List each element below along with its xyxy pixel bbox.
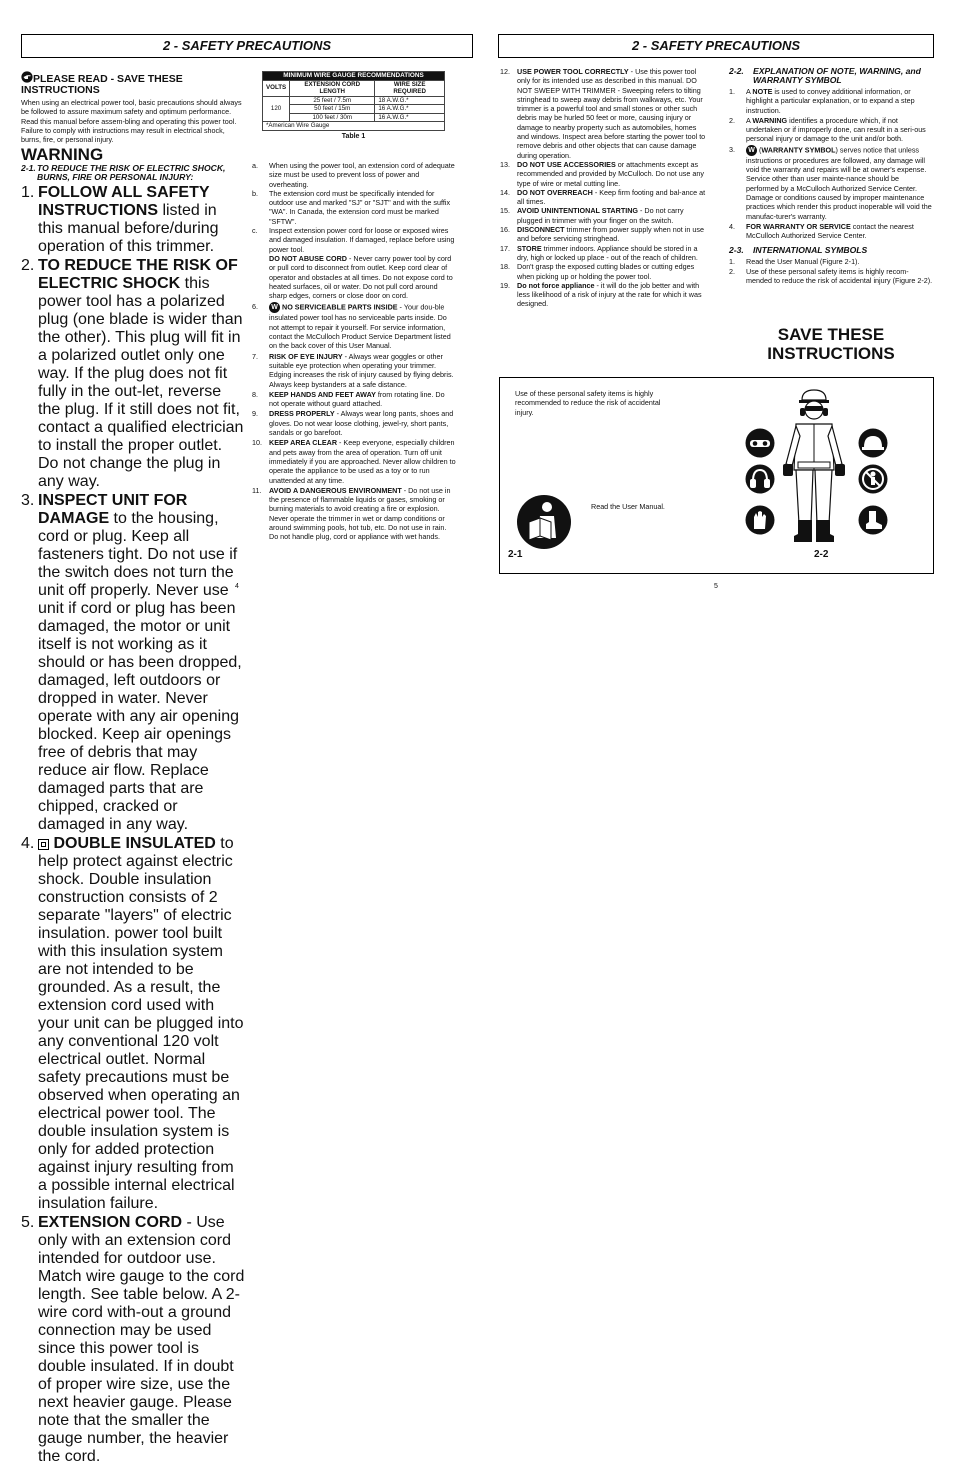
right-left-column xyxy=(500,67,706,309)
list-item: 15. AVOID UNINTENTIONAL STARTING - Do not carry plugged in trimmer with your finger on the switch. xyxy=(500,206,684,225)
section-2-1-title: 2-1. TO REDUCE THE RISK OF ELECTRIC SHOCK, BURNS, FIRE OR PERSONAL INJURY: xyxy=(21,163,226,183)
gloves-icon xyxy=(745,505,775,535)
hard-hat-icon xyxy=(858,428,888,458)
list-item: 18. Don't grasp the exposed cutting blades or cutting edges when picking up or holding the power tool. xyxy=(500,262,695,281)
list-item: 4. FOR WARRANTY OR SERVICE contact the nearest McCulloch Authorized Service Center. xyxy=(729,221,914,241)
list-item: 12. USE POWER TOOL CORRECTLY - Use this power tool only for its intended use as described in this manual. DO NOT SWEEP WITH TRIMMER - Sweeping refers to tilting stringhead to sweep away debris from walkways, etc. Your trimmer is a powerful tool and small stones or other such debris may be hurled 50 feet or more, causing injury or damage to nearby property such as automobiles, homes and windows. Inspect area before starting the power tool to remove debris and other objects that can cause damage during operation. xyxy=(500,67,706,160)
list-item: 3. INSPECT UNIT FOR DAMAGE to the housing, cord or plug. Keep all fasteners tight. Do not use if the switch does not turn the unit off properly. Never use unit if cord or plug has been damaged, the motor or unit itself is not working as it should or has been dropped, damaged, left outdoors or dropped in water. Never operate with any air opening blocked. Keep air openings free of debris that may reduce air flow. Replace damaged parts that are chipped, cracked or damaged in any way. xyxy=(21,492,242,834)
list-item: 14. DO NOT OVERREACH - Keep firm footing and bal-ance at all times. xyxy=(500,187,706,207)
table-footnote: *American Wire Gauge xyxy=(263,122,445,131)
table-caption: Table 1 xyxy=(341,132,366,140)
goggles-icon xyxy=(745,428,775,458)
col-length: EXTENSION CORD LENGTH xyxy=(290,80,375,96)
list-item: 19. Do not force appliance - it will do the job better and with less likelihood of a risk of injury at the rate for which it was designed. xyxy=(500,280,702,309)
table-title: MINIMUM WIRE GAUGE RECOMMENDATIONS xyxy=(263,72,445,81)
please-read-heading: PLEASE READ - SAVE THESE INSTRUCTIONS xyxy=(21,73,183,96)
figure-2-1-label: 2-1 xyxy=(508,549,523,560)
volts-cell: 120 xyxy=(263,96,290,122)
list-item: c. Inspect extension power cord for loose or exposed wires and damaged insulation. If damaged, replace before using power tool. xyxy=(252,226,455,254)
figure-2-2-label: 2-2 xyxy=(814,549,829,560)
col-wire: WIRE SIZE REQUIRED xyxy=(375,80,445,96)
section-2-2-list xyxy=(729,87,933,240)
wire-gauge-table xyxy=(262,71,445,131)
list-item: 2. A WARNING identifies a procedure which, if not undertaken or if improperly done, can result in a seri-ous personal injury or damage to the unit and/or both. xyxy=(729,115,926,144)
figure-ppe-text: Use of these personal safety items is highly recommended to reduce the risk of accidental injury. xyxy=(515,389,661,417)
abuse-cord-paragraph: DO NOT ABUSE CORD - Never carry power tool by cord or pull cord to disconnect from outlet. Keep cord clear of operator and obstacles at all times. Do not expose cord to heated surfaces, oil or water. Do not pull cord around sharp edges, corners or close door on cord. xyxy=(269,253,453,301)
list-item: 2. Use of these personal safety items is highly recom-mended to reduce the risk of accidental injury (Figure 2-2). xyxy=(729,266,933,286)
warranty-w-icon: W xyxy=(269,302,280,313)
save-instructions-banner: SAVE THESE INSTRUCTIONS xyxy=(767,325,895,363)
list-item: 5. EXTENSION CORD - Use only with an extension cord intended for outdoor use. Match wire gauge to the cord length. See table below. A 2-wire cord with-out a ground connection may be used since this power tool is double insulated. If in doubt of proper wire size, use the next heavier gauge. Please note that the smaller the gauge number, the heavier the cord. xyxy=(21,1214,245,1466)
no-children-icon xyxy=(858,464,888,494)
list-item: 10. KEEP AREA CLEAR - Keep everyone, especially children and pets away from the area of operation. Turn off unit immediately if you are approached. Never allow children to operate the appliance to be used as a toy or to run unattended at any time. xyxy=(252,438,456,485)
list-item: 13. DO NOT USE ACCESSORIES or attachments except as recommended and provided by McCulloch. Do not use any type of wire or metal cutting line. xyxy=(500,159,704,188)
table-cell: 25 feet / 7.5m xyxy=(290,96,375,105)
col-volts: VOLTS xyxy=(263,80,290,96)
list-item: b. The extension cord must be specifically intended for outdoor use and marked "SJ" or "SJT" and with the suffix "WA". In Canada, the extension cord must be marked "SFTW". xyxy=(252,188,451,226)
worker-figure xyxy=(774,386,854,548)
list-item: 11. AVOID A DANGEROUS ENVIRONMENT - Do not use in the presence of flammable liquids or gases, smoking or burning materials to avoid creating a fire or explosion. Never operate the trimmer in wet or damp conditions or around swimming pools, hot tub, etc. Do not use in rain. Do not handle plug, cord or appliance with wet hands. xyxy=(252,485,451,542)
list-item: 2. TO REDUCE THE RISK OF ELECTRIC SHOCK this power tool has a polarized plug (one blade is wider than the other). This plug will fit in a polarized outlet only one way. If the plug does not fit fully in the out-let, reverse the plug. If it still does not fit, contact a qualified electrician to install the proper outlet. Do not change the plug in any way. xyxy=(21,257,244,491)
list-item: 7. RISK OF EYE INJURY - Always wear goggles or other suitable eye protection when operating your trimmer. Edging increases the risk of injury caused by flying debris. Always keep bystanders at a safe distance. xyxy=(252,351,454,389)
table-cell: 100 feet / 30m xyxy=(290,113,375,122)
list-item: 1. FOLLOW ALL SAFETY INSTRUCTIONS listed in this manual before/during operation of this trimmer. xyxy=(21,184,219,256)
left-list xyxy=(21,184,245,1466)
boots-icon xyxy=(858,505,888,535)
left-header-box xyxy=(21,34,473,58)
wire-gauge-table-block xyxy=(262,71,445,140)
list-item: 1. Read the User Manual (Figure 2-1). xyxy=(729,257,860,267)
section-2-3-list xyxy=(729,257,933,285)
table-cell: 50 feet / 15m xyxy=(290,105,375,114)
table-cell: 16 A.W.G.* xyxy=(375,105,445,114)
read-manual-icon xyxy=(516,494,572,550)
right-page-number: 5 xyxy=(714,583,718,590)
list-item: 17. STORE trimmer indoors. Appliance should be stored in a dry, high or locked up place - out of the reach of children. xyxy=(500,243,698,262)
table-cell: 16 A.W.G.* xyxy=(375,113,445,122)
list-item: 16. DISCONNECT trimmer from power supply when not in use and before servicing stringhead. xyxy=(500,225,704,244)
list-item: 1. A NOTE is used to convey additional information, or highlight a particular explanation, or to expand a step instruction. xyxy=(729,87,915,115)
left-header-title: 2 - SAFETY PRECAUTIONS xyxy=(162,38,332,53)
right-right-column xyxy=(729,67,933,285)
warranty-w-icon: W xyxy=(746,145,757,156)
hand-pointer-icon xyxy=(21,71,33,83)
right-header-title: 2 - SAFETY PRECAUTIONS xyxy=(631,38,801,53)
read-manual-caption: Read the User Manual. xyxy=(591,502,665,511)
section-2-3-title: 2-3. INTERNATIONAL SYMBOLS xyxy=(729,245,868,256)
double-insulation-icon xyxy=(38,839,49,850)
warning-title: WARNING xyxy=(21,145,104,165)
left-column xyxy=(21,71,245,1466)
list-item: a. When using the power tool, an extension cord of adequate size must be used to prevent loss of power and overheating. xyxy=(252,161,455,189)
intro-paragraph: When using an electrical power tool, basic precautions should always be followed to assure maximum safety and optimum performance. Read this manual before assem-bling and operating this power tool. Failure to comply with instructions may result in electrical shock, burns, fire, or personal injury. xyxy=(21,98,242,145)
left-page-number: 4 xyxy=(235,583,239,590)
list-item: 8. KEEP HANDS AND FEET AWAY from rotating line. Do not operate without guard attached. xyxy=(252,389,445,409)
middle-column xyxy=(252,161,456,542)
section-2-2-title: 2-2. EXPLANATION OF NOTE, WARNING, and WARRANTY SYMBOL xyxy=(729,66,921,85)
ear-protection-icon xyxy=(745,464,775,494)
table-cell: 18 A.W.G.* xyxy=(375,96,445,105)
list-item: 3. W (WARRANTY SYMBOL) serves notice that unless instructions or procedures are followed, any damage will void the warranty and repairs will be at owner's expense. Service other than user mainte-nance should be performed by a McCulloch Authorized Service Center. Damage or conditions caused by improper maintenance practices which render this product inoperable will void the manufac-turer's warranty. xyxy=(729,144,932,221)
figure-box xyxy=(499,377,934,574)
middle-list xyxy=(252,302,456,541)
list-item: 9. DRESS PROPERLY - Always wear long pants, shoes and gloves. Do not wear loose clothing, jewel-ry, short pants, sandals or go barefoot. xyxy=(252,409,454,438)
right-list xyxy=(500,67,706,309)
list-item: 6. W NO SERVICEABLE PARTS INSIDE - Your dou-ble insulated power tool has no serviceable parts inside. Do not attempt to repair it yourself. For service information, contact the McCulloch Product Service Department listed on the back cover of this User Manual. xyxy=(252,302,451,351)
right-header-box xyxy=(498,34,934,58)
list-item: 4. DOUBLE INSULATED to help protect against electric shock. Double insulation construction consists of 2 separate "layers" of electric insulation. power tool built with this insulation system are not intended to be grounded. As a result, the extension cord used with your unit can be plugged into any conventional 120 volt electrical outlet. Normal safety precautions must be observed when operating an electrical power tool. The double insulation system is only for added protection against injury resulting from a possible internal electrical insulation failure. xyxy=(21,835,244,1213)
